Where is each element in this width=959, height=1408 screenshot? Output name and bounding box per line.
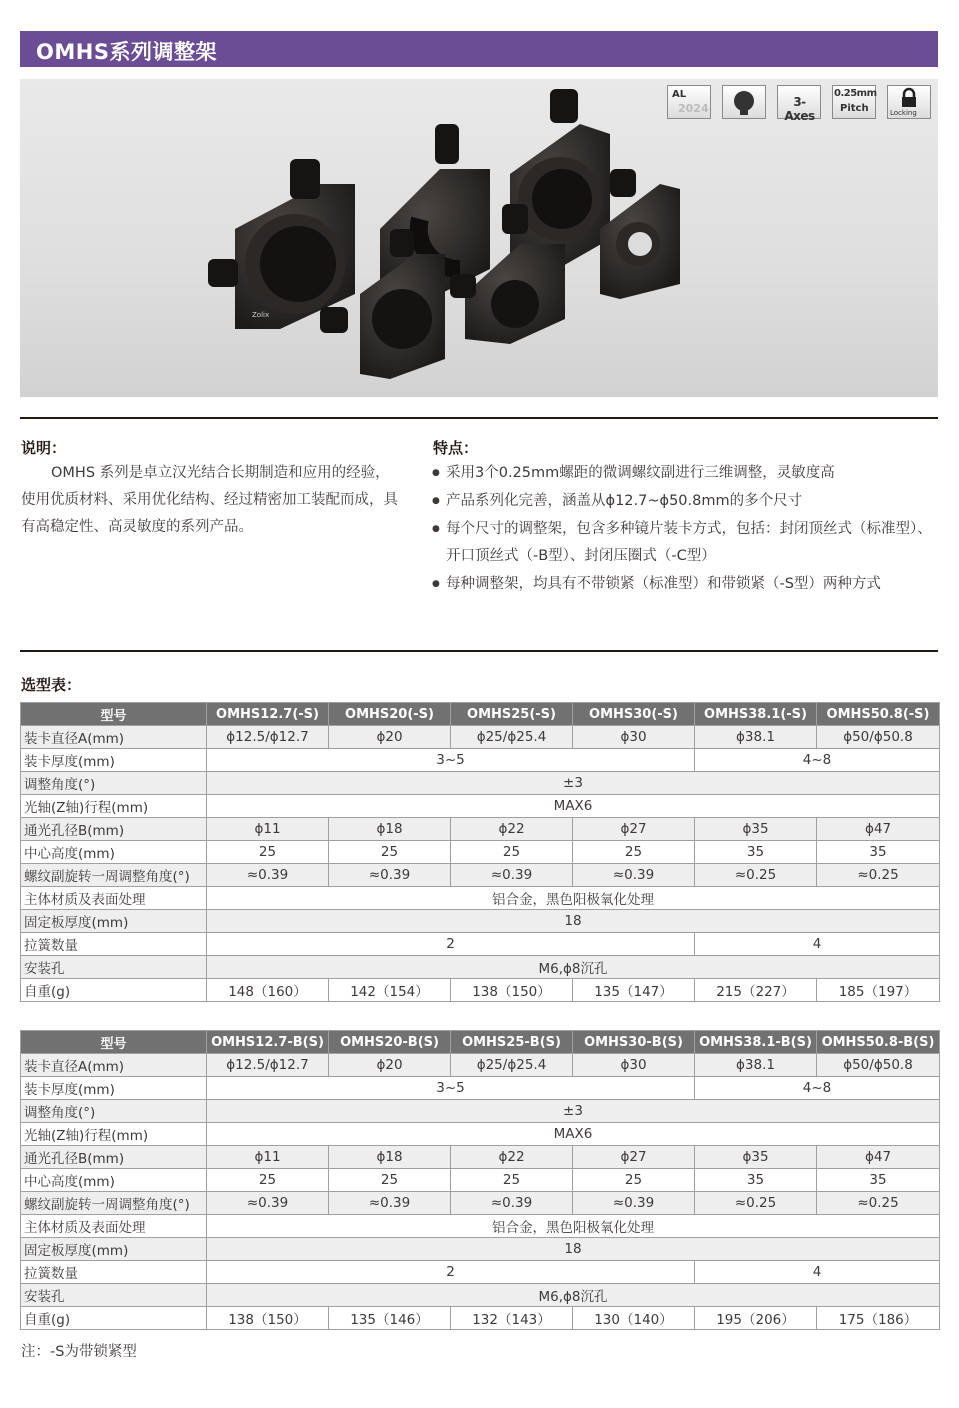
table-cell: 35 bbox=[817, 1169, 940, 1192]
table-cell: ≈0.25 bbox=[695, 864, 817, 887]
table-cell: ϕ30 bbox=[573, 726, 695, 749]
row-label: 固定板厚度(mm) bbox=[21, 910, 207, 933]
table-row bbox=[21, 841, 940, 864]
table-cell: ϕ11 bbox=[207, 1146, 329, 1169]
table-cell: 18 bbox=[207, 1238, 940, 1261]
table-cell: MAX6 bbox=[207, 795, 940, 818]
mirror-mount-glyph bbox=[723, 86, 765, 118]
row-label: 主体材质及表面处理 bbox=[21, 1215, 207, 1238]
row-label: 光轴(Z轴)行程(mm) bbox=[21, 795, 207, 818]
table-cell: ϕ27 bbox=[573, 818, 695, 841]
table-cell: 25 bbox=[451, 1169, 573, 1192]
table-cell: ϕ50/ϕ50.8 bbox=[817, 726, 940, 749]
table-cell: 132（143） bbox=[451, 1307, 573, 1330]
table-cell: ϕ27 bbox=[573, 1146, 695, 1169]
table-cell: ϕ12.5/ϕ12.7 bbox=[207, 726, 329, 749]
table-cell: ϕ12.5/ϕ12.7 bbox=[207, 1054, 329, 1077]
table-cell: MAX6 bbox=[207, 1123, 940, 1146]
row-label: 固定板厚度(mm) bbox=[21, 1238, 207, 1261]
aluminum-2024-icon bbox=[667, 85, 711, 119]
table-cell: 35 bbox=[695, 841, 817, 864]
table-cell: 3~5 bbox=[207, 749, 695, 772]
table-cell: ϕ20 bbox=[329, 1054, 451, 1077]
table-header-cell: OMHS20(-S) bbox=[329, 703, 451, 726]
table-row bbox=[21, 864, 940, 887]
table-header-cell: OMHS30(-S) bbox=[573, 703, 695, 726]
row-label: 安装孔 bbox=[21, 1284, 207, 1307]
table-header-cell: 型号 bbox=[21, 1031, 207, 1054]
table-cell: 142（154） bbox=[329, 979, 451, 1002]
table-header-cell: OMHS25(-S) bbox=[451, 703, 573, 726]
row-label: 主体材质及表面处理 bbox=[21, 887, 207, 910]
badge-pitch-label: Pitch bbox=[840, 103, 869, 114]
table-row bbox=[21, 1261, 940, 1284]
table-header-cell: OMHS30-B(S) bbox=[573, 1031, 695, 1054]
table-cell: ϕ35 bbox=[695, 818, 817, 841]
table-cell: 195（206） bbox=[695, 1307, 817, 1330]
feature-item: ● 每个尺寸的调整架，包含多种镜片装卡方式，包括：封闭顶丝式（标准型）、开口顶丝式（-B型）、封闭压圈式（-C型） bbox=[432, 516, 932, 570]
table-cell: 130（140） bbox=[573, 1307, 695, 1330]
table-row bbox=[21, 772, 940, 795]
table-row bbox=[21, 1192, 940, 1215]
table-row bbox=[21, 933, 940, 956]
table-cell: ϕ22 bbox=[451, 1146, 573, 1169]
table-cell: ≈0.39 bbox=[207, 864, 329, 887]
badge-2024-text: 2024 bbox=[678, 102, 709, 115]
feature-item: ● 采用3个0.25mm螺距的微调螺纹副进行三维调整，灵敏度高 bbox=[432, 460, 932, 487]
table-cell: ϕ22 bbox=[451, 818, 573, 841]
table-header-cell: OMHS20-B(S) bbox=[329, 1031, 451, 1054]
row-label: 装卡厚度(mm) bbox=[21, 1077, 207, 1100]
table-cell: 25 bbox=[329, 841, 451, 864]
table-row bbox=[21, 795, 940, 818]
table-cell: ϕ25/ϕ25.4 bbox=[451, 1054, 573, 1077]
mount-large-left bbox=[208, 159, 355, 329]
table-cell: 4~8 bbox=[695, 749, 940, 772]
table-header-row bbox=[21, 1031, 940, 1054]
table-cell: 175（186） bbox=[817, 1307, 940, 1330]
table-cell: ϕ25/ϕ25.4 bbox=[451, 726, 573, 749]
table-row bbox=[21, 1284, 940, 1307]
description-text: OMHS 系列是卓立汉光结合长期制造和应用的经验，使用优质材料、采用优化结构、经过精密加工装配而成，具有高稳定性、高灵敏度的系列产品。 bbox=[21, 465, 398, 535]
mirror-mounts-illustration bbox=[20, 79, 938, 397]
table-cell: ϕ38.1 bbox=[695, 1054, 817, 1077]
table-row bbox=[21, 1307, 940, 1330]
table-row bbox=[21, 887, 940, 910]
table-cell: 25 bbox=[573, 841, 695, 864]
table-cell: ϕ35 bbox=[695, 1146, 817, 1169]
table-cell: 135（146） bbox=[329, 1307, 451, 1330]
table-cell: 25 bbox=[207, 1169, 329, 1192]
table-cell: ≈0.39 bbox=[329, 1192, 451, 1215]
table-cell: 185（197） bbox=[817, 979, 940, 1002]
feature-badges bbox=[667, 85, 931, 123]
table-header-cell: 型号 bbox=[21, 703, 207, 726]
section-divider bbox=[20, 650, 938, 652]
table-cell: ≈0.39 bbox=[451, 1192, 573, 1215]
table-cell: ≈0.25 bbox=[817, 1192, 940, 1215]
table-row bbox=[21, 726, 940, 749]
row-label: 自重(g) bbox=[21, 1307, 207, 1330]
table-cell: ϕ38.1 bbox=[695, 726, 817, 749]
table-cell: 铝合金，黑色阳极氧化处理 bbox=[207, 1215, 940, 1238]
table-row bbox=[21, 1123, 940, 1146]
product-photo bbox=[20, 79, 938, 397]
table-cell: 2 bbox=[207, 1261, 695, 1284]
row-label: 装卡厚度(mm) bbox=[21, 749, 207, 772]
table-cell: 138（150） bbox=[451, 979, 573, 1002]
table-cell: 4 bbox=[695, 933, 940, 956]
page-title: OMHS系列调整架 bbox=[36, 40, 217, 64]
row-label: 螺纹副旋转一周调整角度(°) bbox=[21, 864, 207, 887]
table-cell: ϕ47 bbox=[817, 1146, 940, 1169]
table-cell: ±3 bbox=[207, 772, 940, 795]
table-cell: ϕ11 bbox=[207, 818, 329, 841]
table-cell: M6,ϕ8沉孔 bbox=[207, 956, 940, 979]
table-row bbox=[21, 818, 940, 841]
table-cell: 148（160） bbox=[207, 979, 329, 1002]
row-label: 调整角度(°) bbox=[21, 1100, 207, 1123]
table-cell: 25 bbox=[329, 1169, 451, 1192]
table-row bbox=[21, 1054, 940, 1077]
table-cell: ±3 bbox=[207, 1100, 940, 1123]
table-header-cell: OMHS50.8(-S) bbox=[817, 703, 940, 726]
table-cell: ≈0.39 bbox=[451, 864, 573, 887]
table-cell: ϕ50/ϕ50.8 bbox=[817, 1054, 940, 1077]
table-cell: 4~8 bbox=[695, 1077, 940, 1100]
table-cell: 25 bbox=[207, 841, 329, 864]
table-header-cell: OMHS25-B(S) bbox=[451, 1031, 573, 1054]
spec-table-standard bbox=[20, 702, 940, 1002]
table-row bbox=[21, 1215, 940, 1238]
section-divider bbox=[20, 417, 938, 419]
table-header-cell: OMHS38.1-B(S) bbox=[695, 1031, 817, 1054]
table-cell: M6,ϕ8沉孔 bbox=[207, 1284, 940, 1307]
row-label: 通光孔径B(mm) bbox=[21, 818, 207, 841]
table-cell: 铝合金，黑色阳极氧化处理 bbox=[207, 887, 940, 910]
table-cell: 135（147） bbox=[573, 979, 695, 1002]
table-cell: ϕ18 bbox=[329, 1146, 451, 1169]
table-row bbox=[21, 956, 940, 979]
table-cell: ≈0.39 bbox=[329, 864, 451, 887]
row-label: 光轴(Z轴)行程(mm) bbox=[21, 1123, 207, 1146]
description-heading: 说明： bbox=[21, 439, 67, 457]
features-list bbox=[432, 460, 932, 599]
badge-3axes-text: 3-Axes bbox=[784, 95, 815, 123]
feature-item: ● 产品系列化完善，涵盖从ϕ12.7~ϕ50.8mm的多个尺寸 bbox=[432, 488, 932, 515]
badge-al-text: AL bbox=[672, 89, 687, 100]
table-cell: 2 bbox=[207, 933, 695, 956]
table-cell: ϕ47 bbox=[817, 818, 940, 841]
table-row bbox=[21, 1169, 940, 1192]
row-label: 拉簧数量 bbox=[21, 933, 207, 956]
table-row bbox=[21, 1146, 940, 1169]
table-row bbox=[21, 979, 940, 1002]
table-cell: 215（227） bbox=[695, 979, 817, 1002]
badge-pitch-value: 0.25mm bbox=[834, 88, 877, 99]
spec-table-b-type bbox=[20, 1030, 940, 1330]
table-cell: ϕ20 bbox=[329, 726, 451, 749]
table-cell: ≈0.39 bbox=[207, 1192, 329, 1215]
table-cell: 25 bbox=[573, 1169, 695, 1192]
table-cell: 18 bbox=[207, 910, 940, 933]
table-row bbox=[21, 1100, 940, 1123]
row-label: 螺纹副旋转一周调整角度(°) bbox=[21, 1192, 207, 1215]
table-cell: ≈0.39 bbox=[573, 864, 695, 887]
row-label: 中心高度(mm) bbox=[21, 1169, 207, 1192]
footnote: 注：-S为带锁紧型 bbox=[21, 1344, 137, 1360]
table-cell: 35 bbox=[695, 1169, 817, 1192]
brand-mark: Zolix bbox=[252, 311, 270, 319]
table-cell: 25 bbox=[451, 841, 573, 864]
row-label: 安装孔 bbox=[21, 956, 207, 979]
features-heading: 特点： bbox=[433, 439, 479, 457]
table-cell: 138（150） bbox=[207, 1307, 329, 1330]
table-cell: ≈0.25 bbox=[817, 864, 940, 887]
table-row bbox=[21, 749, 940, 772]
row-label: 中心高度(mm) bbox=[21, 841, 207, 864]
lock-glyph bbox=[888, 87, 930, 109]
table-cell: 35 bbox=[817, 841, 940, 864]
table-header-cell: OMHS38.1(-S) bbox=[695, 703, 817, 726]
table-header-row bbox=[21, 703, 940, 726]
table-row bbox=[21, 910, 940, 933]
badge-locking-text: Locking bbox=[890, 109, 917, 117]
row-label: 自重(g) bbox=[21, 979, 207, 1002]
table-cell: 3~5 bbox=[207, 1077, 695, 1100]
row-label: 装卡直径A(mm) bbox=[21, 726, 207, 749]
mount-small-right bbox=[600, 169, 680, 299]
three-axes-icon bbox=[777, 85, 821, 123]
feature-item: ● 每种调整架，均具有不带锁紧（标准型）和带锁紧（-S型）两种方式 bbox=[432, 571, 932, 598]
lock-icon bbox=[887, 85, 931, 119]
table-cell: ϕ30 bbox=[573, 1054, 695, 1077]
table-cell: 4 bbox=[695, 1261, 940, 1284]
selection-heading: 选型表： bbox=[21, 676, 82, 694]
table-header-cell: OMHS12.7(-S) bbox=[207, 703, 329, 726]
table-cell: ≈0.39 bbox=[573, 1192, 695, 1215]
pitch-icon bbox=[832, 85, 876, 119]
table-header-cell: OMHS12.7-B(S) bbox=[207, 1031, 329, 1054]
row-label: 调整角度(°) bbox=[21, 772, 207, 795]
row-label: 装卡直径A(mm) bbox=[21, 1054, 207, 1077]
table-header-cell: OMHS50.8-B(S) bbox=[817, 1031, 940, 1054]
title-bar bbox=[20, 31, 938, 67]
mirror-mount-icon bbox=[722, 85, 766, 119]
row-label: 拉簧数量 bbox=[21, 1261, 207, 1284]
table-cell: ≈0.25 bbox=[695, 1192, 817, 1215]
table-cell: ϕ18 bbox=[329, 818, 451, 841]
table-row bbox=[21, 1238, 940, 1261]
table-row bbox=[21, 1077, 940, 1100]
row-label: 通光孔径B(mm) bbox=[21, 1146, 207, 1169]
